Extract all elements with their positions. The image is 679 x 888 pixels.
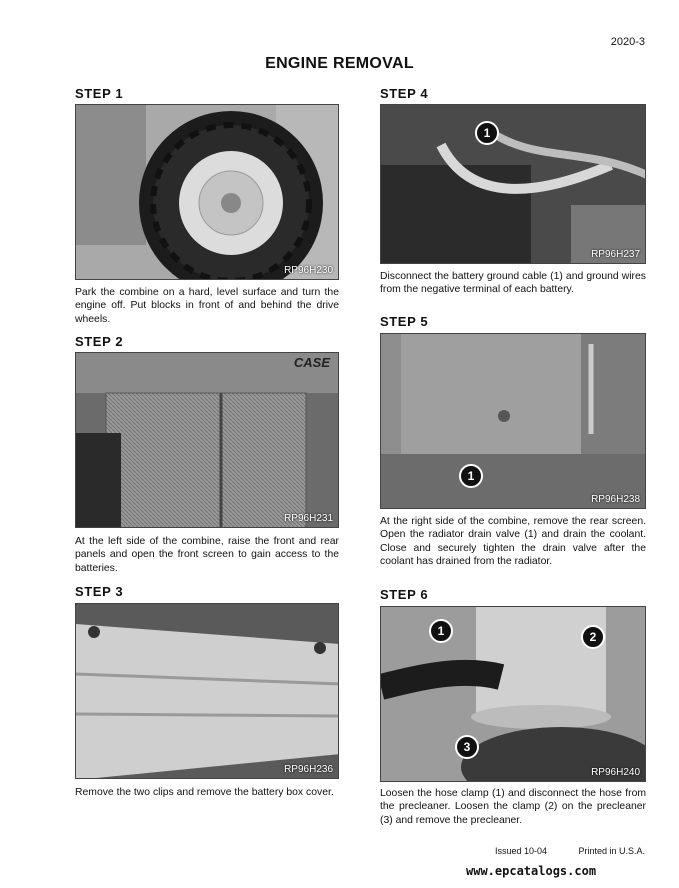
- battery-box-illustration: [76, 604, 339, 779]
- step-3-photo: [75, 603, 339, 779]
- issued-date: Issued 10-04: [495, 846, 548, 856]
- radiator-drain-illustration: [381, 334, 646, 509]
- callout-1: 1: [475, 121, 499, 145]
- radiator-screen-illustration: [76, 353, 339, 528]
- callout-1: 1: [429, 619, 453, 643]
- step-6-caption: Loosen the hose clamp (1) and disconnect the hose from the precleaner. Loosen the clamp (2) on the precleaner (3) and remove the precleaner.: [380, 788, 646, 826]
- step-1-caption: Park the combine on a hard, level surface and turn the engine off. Put blocks in front of and behind the drive wheels.: [75, 287, 339, 325]
- photo-ref: RP96H236: [284, 764, 333, 775]
- step-5-photo: [380, 333, 646, 509]
- step-2-photo: [75, 352, 339, 528]
- step-3-heading: STEP 3: [75, 584, 124, 599]
- page-title: ENGINE REMOVAL: [265, 55, 414, 72]
- step-5-caption: At the right side of the combine, remove the rear screen. Open the radiator drain valve (1) and drain the coolant. Close and securely tighten the drain valve after the coolant has drained from the radiator.: [380, 516, 646, 568]
- step-1-photo: [75, 104, 339, 280]
- photo-ref: RP96H237: [591, 249, 640, 260]
- photo-ref: RP96H238: [591, 494, 640, 505]
- step-4-photo: [380, 104, 646, 264]
- step-1-heading: STEP 1: [75, 86, 124, 101]
- step-4-caption: Disconnect the battery ground cable (1) and ground wires from the negative terminal of each battery.: [380, 271, 646, 296]
- photo-ref: RP96H230: [284, 265, 333, 276]
- watermark-link[interactable]: www.epcatalogs.com: [466, 864, 597, 878]
- page-number: 2020-3: [610, 36, 645, 48]
- step-3-caption: Remove the two clips and remove the battery box cover.: [75, 787, 334, 798]
- battery-cable-illustration: [381, 105, 646, 264]
- step-4-heading: STEP 4: [380, 86, 429, 101]
- photo-ref: RP96H240: [591, 767, 640, 778]
- step-6-heading: STEP 6: [380, 587, 429, 602]
- step-2-heading: STEP 2: [75, 334, 124, 349]
- printed-in: Printed in U.S.A.: [578, 846, 645, 856]
- photo-ref: RP96H231: [284, 513, 333, 524]
- precleaner-illustration: [381, 607, 646, 782]
- callout-3: 3: [455, 735, 479, 759]
- callout-1: 1: [459, 464, 483, 488]
- tire-illustration: [76, 105, 339, 280]
- brand-label: CASE: [293, 355, 330, 370]
- step-5-heading: STEP 5: [380, 314, 429, 329]
- step-2-caption: At the left side of the combine, raise the front and rear panels and open the front screen to gain access to the batteries.: [75, 536, 339, 574]
- callout-2: 2: [581, 625, 605, 649]
- step-6-photo: [380, 606, 646, 782]
